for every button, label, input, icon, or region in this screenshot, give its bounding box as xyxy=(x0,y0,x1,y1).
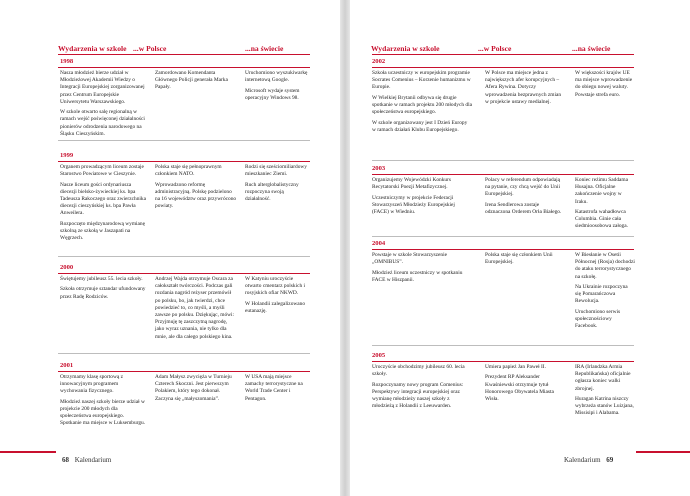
event-text: Rozpoczynamy nowy program Comenius: Perspektywy integracji europejskiej oraz wymianę młodzieży naszej szkoły z młodzieżą z Holandii z Leeuwarden. xyxy=(372,381,464,410)
world-events-2002 xyxy=(575,70,635,102)
year-rule xyxy=(58,161,310,162)
event-text: Rozpoczęto międzynarodową wymianę szkolną ze szkołą w Jaszapati na Węgrzech. xyxy=(60,220,146,242)
row-separator xyxy=(58,140,310,141)
year-label: 2002 xyxy=(372,58,386,65)
right-page xyxy=(350,0,690,496)
year-label: 2000 xyxy=(60,264,74,271)
header-rule xyxy=(58,54,310,55)
event-text: W Biesłanie w Osetii Północnej (Rosja) dochodzi do ataku terrorystycznego na szkołę. xyxy=(575,252,635,280)
event-text: Irena Sendlerowa zostaje odznaczona Orderem Orła Białego. xyxy=(485,201,562,215)
year-label: 1999 xyxy=(60,152,74,159)
row-separator xyxy=(58,256,310,257)
event-text: Uroczyście obchodzimy jubileusz 60. lecia szkoły. xyxy=(372,364,465,378)
poland-events-1999 xyxy=(155,164,237,214)
event-text: Koniec reżimu Saddama Husajna. Oficjalne zakończenie wojny w Iraku. xyxy=(575,177,628,205)
poland-events-2000 xyxy=(155,276,237,344)
world-events-2005 xyxy=(575,364,635,421)
event-text: Polacy w referendum odpowiadają na pytanie, czy chcą wejść do Unii Europejskiej. xyxy=(485,177,560,198)
right-footer xyxy=(564,456,617,464)
school-events-2001 xyxy=(60,374,146,431)
year-rule xyxy=(372,361,634,362)
poland-events-2005 xyxy=(485,364,565,406)
school-events-2000 xyxy=(60,276,146,304)
year-label: 1998 xyxy=(60,58,74,65)
running-title: Kalendarium xyxy=(74,456,112,464)
year-rule xyxy=(372,67,634,68)
event-text: Wprowadzono reformę administracyjną. Polskę podzielono na 16 województw oraz przywrócono powiaty. xyxy=(155,181,237,210)
book-gutter xyxy=(340,0,350,496)
poland-events-2002 xyxy=(485,70,565,109)
header-poland: ...w Polsce xyxy=(133,44,167,53)
event-text: IRA (Irlandzka Armia Republikańska) oficjalnie ogłasza koniec walki zbrojnej. xyxy=(575,364,631,392)
event-text: Uczestniczymy w projekcie Federacji Stowarzyszeń Młodzieży Europejskiej (FACE) w Wiedniu. xyxy=(372,194,455,215)
year-rule xyxy=(58,371,310,372)
event-text: Ruch alterglobalistyczny rozpoczyna swoją działalność. xyxy=(245,181,299,202)
poland-events-2003 xyxy=(485,177,565,219)
page-number: 68 xyxy=(62,456,69,464)
year-label: 2004 xyxy=(372,240,386,247)
event-text: W USA mają miejsce zamachy terrorystyczne na World Trade Center i Pentagon. xyxy=(245,374,303,402)
left-page xyxy=(0,0,340,496)
year-label: 2005 xyxy=(372,352,386,359)
event-text: W Holandii zalegalizowano eutanazję. xyxy=(245,300,306,314)
school-events-2003 xyxy=(372,177,472,219)
left-footer xyxy=(58,456,111,464)
row-separator xyxy=(372,236,634,237)
poland-events-2001 xyxy=(155,374,237,406)
header-school: Wydarzenia w szkole xyxy=(371,44,440,53)
event-text: Andrzej Wajda otrzymuje Oscara za całokształt twórczości. Podczas gali rozdania nagród reżyser przemówił po polsku, bo, jak twierdzi, chce powiedzieć to, co myśli, a myśli zawsze po polsku. Dziękując, mówi: Przyjmuję tę zaszczytną nagrodę, jako wyraz uznania, nie tylko dla mnie, ale dla całego polskiego kina. xyxy=(155,276,235,340)
page-number: 69 xyxy=(606,456,614,464)
event-text: W większości krajów UE ma miejsce wprowadzenie do obiegu nowej waluty. Powstaje strefa euro. xyxy=(575,70,633,98)
event-text: Huragan Katrina niszczy wybrzeża stanów Luizjana, Missisipi i Alabama. xyxy=(575,396,634,417)
event-text: Młodzież naszej szkoły bierze udział w projekcie 200 młodych dla społeczeństwa europejskiego. Spotkanie ma miejsce w Luksemburgu. xyxy=(60,398,146,427)
school-events-2002 xyxy=(372,70,472,137)
event-text: Polska staje się członkiem Unii Europejskiej. xyxy=(485,252,553,266)
world-events-1999 xyxy=(245,164,310,206)
world-events-1998 xyxy=(245,70,310,105)
header-rule xyxy=(372,54,634,55)
year-rule xyxy=(372,249,634,250)
world-events-2001 xyxy=(245,374,310,406)
event-text: Nasza młodzież bierze udział w Młodzieżowej Akademii Wiedzy o Integracji Europejskiej zorganizowanej przez Centrum Europejskie Uniwersytetu Warszawskiego. xyxy=(60,70,145,105)
event-text: Umiera papież Jan Paweł II. xyxy=(485,364,546,370)
event-text: Uruchomiono wyszukiwarkę internetową Google. xyxy=(245,70,308,84)
event-text: Młodzież liceum uczestniczy w spotkaniu FACE w Hiszpanii. xyxy=(372,269,463,283)
event-text: Szkoła otrzymuje sztandar ufundowany przez Radę Rodziców. xyxy=(60,286,146,300)
event-text: Adam Małysz zwycięża w Turnieju Czterech Skoczni. Jest pierwszym Polakiem, który tego dokonał. Zaczyna się „małyszomania”. xyxy=(155,374,232,402)
world-events-2003 xyxy=(575,177,635,234)
event-text: W szkole otwarto salę regionalną w ramach wejść poświęconej działalności pionierów odrodzenia narodowego na Śląsku Cieszyńskim. xyxy=(60,109,145,137)
year-rule xyxy=(58,273,310,274)
event-text: W Katyniu uroczyście otwarto cmentarz polskich i rosyjskich ofiar NKWD. xyxy=(245,276,306,297)
school-events-2005 xyxy=(372,364,472,414)
event-text: Katastrofa wahadłowca Columbia. Ginie cała siedmioosobowa załoga. xyxy=(575,209,628,230)
world-events-2000 xyxy=(245,276,310,318)
year-label: 2001 xyxy=(60,362,74,369)
event-text: Na Ukrainie rozpoczyna się Pomarańczowa Rewolucja. xyxy=(575,284,628,305)
year-rule xyxy=(372,174,634,175)
poland-events-1998 xyxy=(155,70,237,95)
event-text: Rodzi się sześciomiliardowy mieszkaniec Ziemi. xyxy=(245,164,307,178)
event-text: W szkole organizowany jest I Dzień Europy w ramach działań Klubu Europejskiego. xyxy=(372,119,468,133)
running-title: Kalendarium xyxy=(564,456,601,464)
year-rule xyxy=(58,67,310,68)
event-text: Organizujemy Wojewódzki Konkurs Recytatorski Poezji Metafizycznej. xyxy=(372,177,452,191)
header-world: ...na świecie xyxy=(245,44,284,53)
event-text: Zamordowano Komendanta Głównego Policji generała Marka Papały. xyxy=(155,70,228,91)
year-label: 2003 xyxy=(372,165,386,172)
event-text: Microsoft wydaje system operacyjny Windows 98. xyxy=(245,87,300,101)
event-text: W Wielkiej Brytanii odbywa się drugie spotkanie w ramach projektu 200 młodych dla społeczeństwa europejskiego. xyxy=(372,94,473,116)
event-text: Uruchomiono serwis społecznościowy Facebook. xyxy=(575,308,621,330)
footer-accent-bar xyxy=(636,451,690,453)
footer-accent-bar xyxy=(0,451,56,453)
row-separator xyxy=(372,160,634,161)
event-text: Polska staje się pełnoprawnym członkiem NATO. xyxy=(155,164,222,178)
school-events-1999 xyxy=(60,164,146,246)
row-separator xyxy=(372,345,634,346)
event-text: Otrzymamy klasę sportową z innowacyjnym programem wychowania fizycznego. xyxy=(60,374,124,395)
header-world: ...na świecie xyxy=(572,44,611,53)
event-text: Powstaje w szkole Stowarzyszenie „OMNIBUS”. xyxy=(372,252,448,266)
event-text: Prezydent RP Aleksander Kwaśniewski otrzymuje tytuł Honorowego Obywatela Miasta Wisła. xyxy=(485,374,554,402)
world-events-2004 xyxy=(575,252,635,334)
poland-events-2004 xyxy=(485,252,565,270)
header-poland: ...w Polsce xyxy=(478,44,512,53)
school-events-1998 xyxy=(60,70,146,141)
event-text: Świętujemy jubileusz 55. lecia szkoły. xyxy=(60,276,143,282)
school-events-2004 xyxy=(372,252,472,287)
event-text: Nasze liceum gości ordynariusza diecezji bielsko-żywieckiej ks. bpa Tadeusza Rakoczego oraz zwierzchnika diecezji cieszyńskiej ks. bpa Pawła Anweilera. xyxy=(60,181,146,217)
row-separator xyxy=(58,353,310,354)
event-text: Organem prowadzącym liceum zostaje Starostwo Powiatowe w Cieszynie. xyxy=(60,164,144,178)
event-text: Szkoła uczestniczy w europejskim programie Socrates Comenius – Korzenie humanizmu w Europie. xyxy=(372,70,471,91)
event-text: W Polsce ma miejsce jedna z największych afer korupcyjnych – Afera Rywina. Dotyczy wprowadzenia bezprawnych zmian w projekcie ustawy medialnej. xyxy=(485,70,562,105)
header-school: Wydarzenia w szkole xyxy=(58,44,127,53)
